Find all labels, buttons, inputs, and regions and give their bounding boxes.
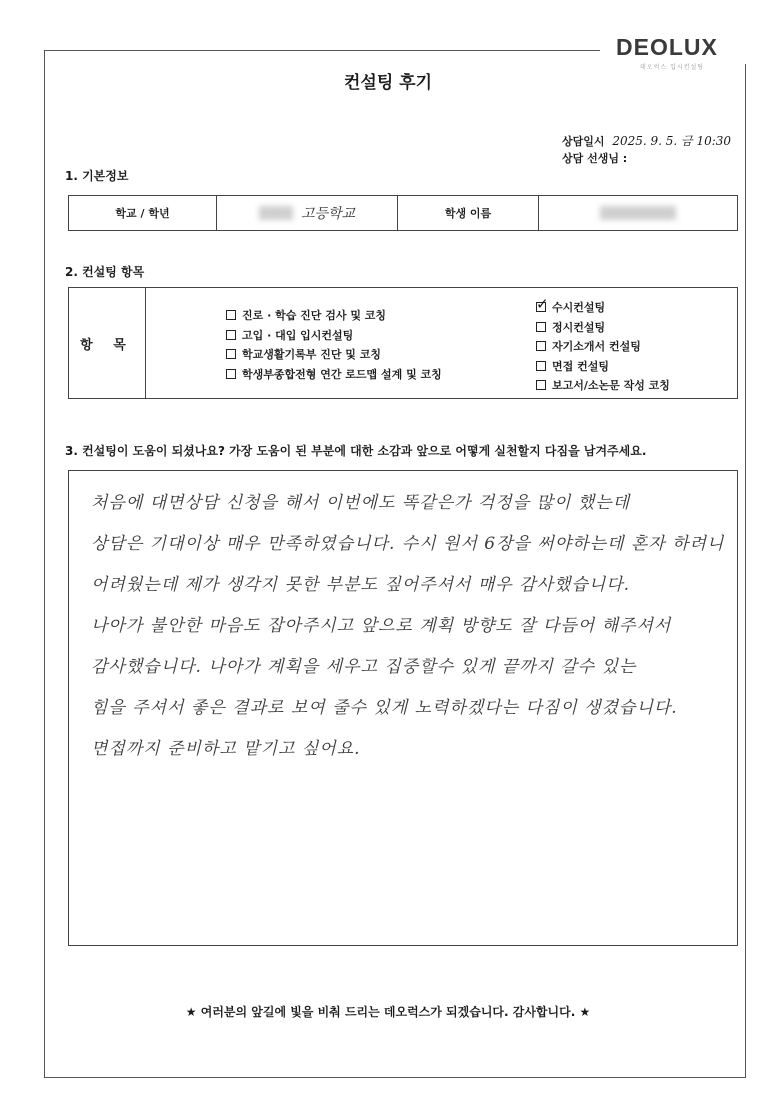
answer-line: 면접까지 준비하고 맡기고 싶어요. <box>91 739 361 759</box>
option-roadmap: 학생부종합전형 연간 로드맵 설계 및 코칭 <box>226 365 442 385</box>
option-susi: ✓ 수시컨설팅 <box>536 295 606 314</box>
items-right-column <box>536 295 670 396</box>
checkbox-icon <box>226 310 236 320</box>
checkbox-icon <box>226 369 236 379</box>
option-admission-consulting: 고입 · 대입 입시컨설팅 <box>226 326 442 346</box>
brand-logo: DEOLUX <box>616 34 718 60</box>
student-name-label: 학생 이름 <box>398 196 539 230</box>
handwritten-answer <box>91 483 731 770</box>
school-grade-cell <box>217 196 398 230</box>
answer-box <box>68 470 738 946</box>
items-left-column <box>226 306 442 384</box>
answer-line: 나아가 불안한 마음도 잡아주시고 앞으로 계획 방향도 잘 다듬어 해주셔서 <box>91 616 672 636</box>
consult-teacher-label: 상담 선생님 : <box>562 152 628 165</box>
section-items: 2. 컨설팅 항목 <box>65 265 145 279</box>
option-report: 보고서/소논문 작성 코칭 <box>536 376 670 396</box>
student-name-cell <box>539 196 737 230</box>
section-question: 3. 컨설팅이 도움이 되셨나요? 가장 도움이 된 부분에 대한 소감과 앞으로 어떻게 실천할지 다짐을 남겨주세요. <box>65 444 647 458</box>
answer-line: 감사했습니다. 나아가 계획을 세우고 집중할수 있게 끝까지 갈수 있는 <box>91 657 637 677</box>
footer-message: ★ 여러분의 앞길에 빛을 비춰 드리는 데오럭스가 되겠습니다. 감사합니다. ★ <box>185 1005 591 1019</box>
checkbox-icon <box>536 322 546 332</box>
brand-subtitle: 데오럭스 입시컨설팅 <box>640 64 705 71</box>
option-record-diagnosis: 학교생활기록부 진단 및 코칭 <box>226 345 442 365</box>
checkbox-icon <box>536 361 546 371</box>
checkbox-checked-icon: ✓ <box>536 295 549 313</box>
checkbox-icon <box>536 380 546 390</box>
answer-line: 힘을 주셔서 좋은 결과로 보여 줄수 있게 노력하겠다는 다짐이 생겼습니다. <box>91 698 678 718</box>
answer-line: 상담은 기대이상 매우 만족하였습니다. 수시 원서 6장을 써야하는데 혼자 하려니 <box>91 534 725 554</box>
basic-info-table <box>68 195 738 231</box>
consult-date-label: 상담일시 <box>562 135 605 148</box>
consulting-items-table <box>68 287 738 399</box>
school-grade-label: 학교 / 학년 <box>69 196 217 230</box>
answer-line: 처음에 대면상담 신청을 해서 이번에도 똑같은가 걱정을 많이 했는데 <box>91 493 631 513</box>
checkbox-icon <box>536 341 546 351</box>
option-career-diagnosis: 진로 · 학습 진단 검사 및 코칭 <box>226 306 442 326</box>
option-interview: 면접 컨설팅 <box>536 357 670 377</box>
page-title: 컨설팅 후기 <box>343 73 433 93</box>
section-basic-info: 1. 기본정보 <box>65 169 129 183</box>
consult-date <box>562 132 731 149</box>
checkbox-icon <box>226 349 236 359</box>
checkbox-icon <box>226 330 236 340</box>
option-jeongsi: 정시컨설팅 <box>536 318 670 338</box>
redacted-student-name <box>600 206 676 220</box>
items-row-label: 항 목 <box>69 288 146 398</box>
redacted-school-name <box>259 206 293 220</box>
option-self-intro: 자기소개서 컨설팅 <box>536 337 670 357</box>
school-value: 고등학교 <box>300 206 356 222</box>
answer-line: 어려웠는데 제가 생각지 못한 부분도 짚어주셔서 매우 감사했습니다. <box>91 575 631 595</box>
consult-date-value: 2025. 9. 5. 금 10:30 <box>612 134 732 148</box>
